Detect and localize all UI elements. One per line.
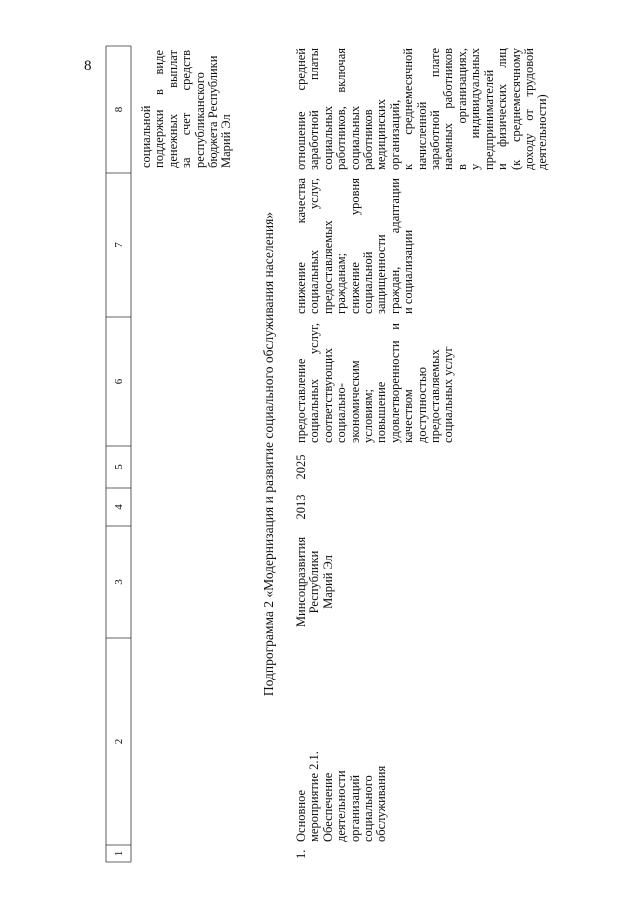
start-year-cell (295, 488, 308, 526)
text-line: поддержки в виде (152, 50, 167, 168)
text-line: заработной платы (307, 48, 322, 170)
indicators-cell (295, 48, 550, 170)
text-line: социальных (347, 105, 362, 170)
text-line: социальных (320, 105, 335, 170)
end-year-cell (295, 446, 308, 488)
page-number: 8 (84, 58, 92, 74)
column-number: 7 (113, 242, 125, 248)
text-line: социальных услуг, (307, 178, 322, 314)
text-line: 1. (294, 849, 308, 859)
measure-name-cell (295, 742, 389, 842)
text-line: предпринимателей (481, 69, 496, 170)
text-line: Республики (307, 550, 322, 614)
row-number (295, 845, 308, 859)
text-line: социально- (334, 383, 349, 443)
text-line: доступностью (414, 366, 429, 443)
text-line: работников, включая (334, 48, 349, 170)
continuation-cell (140, 50, 234, 168)
text-line: Основное (294, 789, 308, 842)
text-line: за счет средств (179, 50, 194, 168)
text-line: к среднемесячной (401, 48, 416, 170)
text-line: Марий Эл (219, 114, 234, 168)
text-line: организаций, (387, 99, 402, 170)
text-line: отношение средней (294, 48, 308, 170)
text-line: начисленной (414, 101, 429, 170)
text-line: гражданам; (334, 252, 349, 314)
text-line: соответствующих (320, 348, 335, 443)
text-line: 2025 (294, 454, 308, 480)
text-line: обслуживания (374, 765, 389, 842)
rotated-table-page (60, 44, 580, 864)
text-line: работников (361, 109, 376, 170)
text-line: организаций (347, 774, 362, 842)
column-number: 6 (113, 378, 125, 385)
text-line: защищенности (374, 234, 389, 314)
consequences-cell (295, 178, 416, 314)
text-line: и социализации (401, 229, 416, 314)
column-number: 5 (113, 464, 125, 470)
text-line: предоставление (294, 358, 308, 443)
text-line: мероприятие 2.1. (307, 751, 322, 842)
text-line: качеством (401, 389, 416, 443)
text-line: социальной (139, 105, 153, 168)
column-number: 3 (113, 579, 125, 585)
text-line: снижение уровня (347, 178, 362, 314)
text-line: республиканского (192, 72, 207, 168)
text-line: социального (361, 775, 376, 842)
text-line: медицинских (374, 99, 389, 170)
text-line: социальной (361, 251, 376, 314)
text-line: удовлетворенности и (387, 323, 402, 443)
column-number: 1 (113, 850, 125, 857)
text-line: денежных выплат (165, 50, 180, 168)
text-line: предоставляемых (320, 220, 335, 314)
executor-cell (295, 526, 335, 638)
subprogram-title: Подпрограмма 2 «Модернизация и развитие социального обслуживания населения» (261, 211, 276, 697)
text-line: в организациях, (454, 48, 469, 170)
text-line: у индивидуальных (468, 48, 483, 170)
expected-result-cell (295, 323, 456, 443)
text-line: повышение (374, 381, 389, 443)
text-line: Обеспечение (320, 772, 335, 842)
column-number: 4 (113, 504, 125, 510)
text-line: (к среднемесячному (508, 48, 523, 170)
text-line: социальных услуг (441, 346, 456, 443)
text-line: снижение качества (294, 178, 308, 314)
text-line: 2013 (294, 494, 308, 520)
text-line: социальных услуг, (307, 323, 322, 443)
text-line: и физических лиц (495, 48, 510, 170)
text-line: бюджета Республики (206, 55, 221, 168)
text-line: условиям; (361, 388, 376, 443)
text-line: граждан, адаптации (387, 178, 402, 314)
column-number: 2 (113, 738, 125, 745)
text-line: доходу от трудовой (521, 48, 536, 170)
text-line: экономическим (347, 360, 362, 443)
text-line: деятельности (334, 770, 349, 842)
text-line: Минсоцразвития (294, 536, 308, 628)
text-line: Марий Эл (320, 555, 335, 609)
text-line: предоставляемых (428, 349, 443, 443)
column-number: 8 (113, 106, 125, 113)
text-line: заработной плате (428, 48, 443, 170)
text-line: деятельности) (535, 94, 550, 170)
text-line: наемных работников (441, 48, 456, 170)
